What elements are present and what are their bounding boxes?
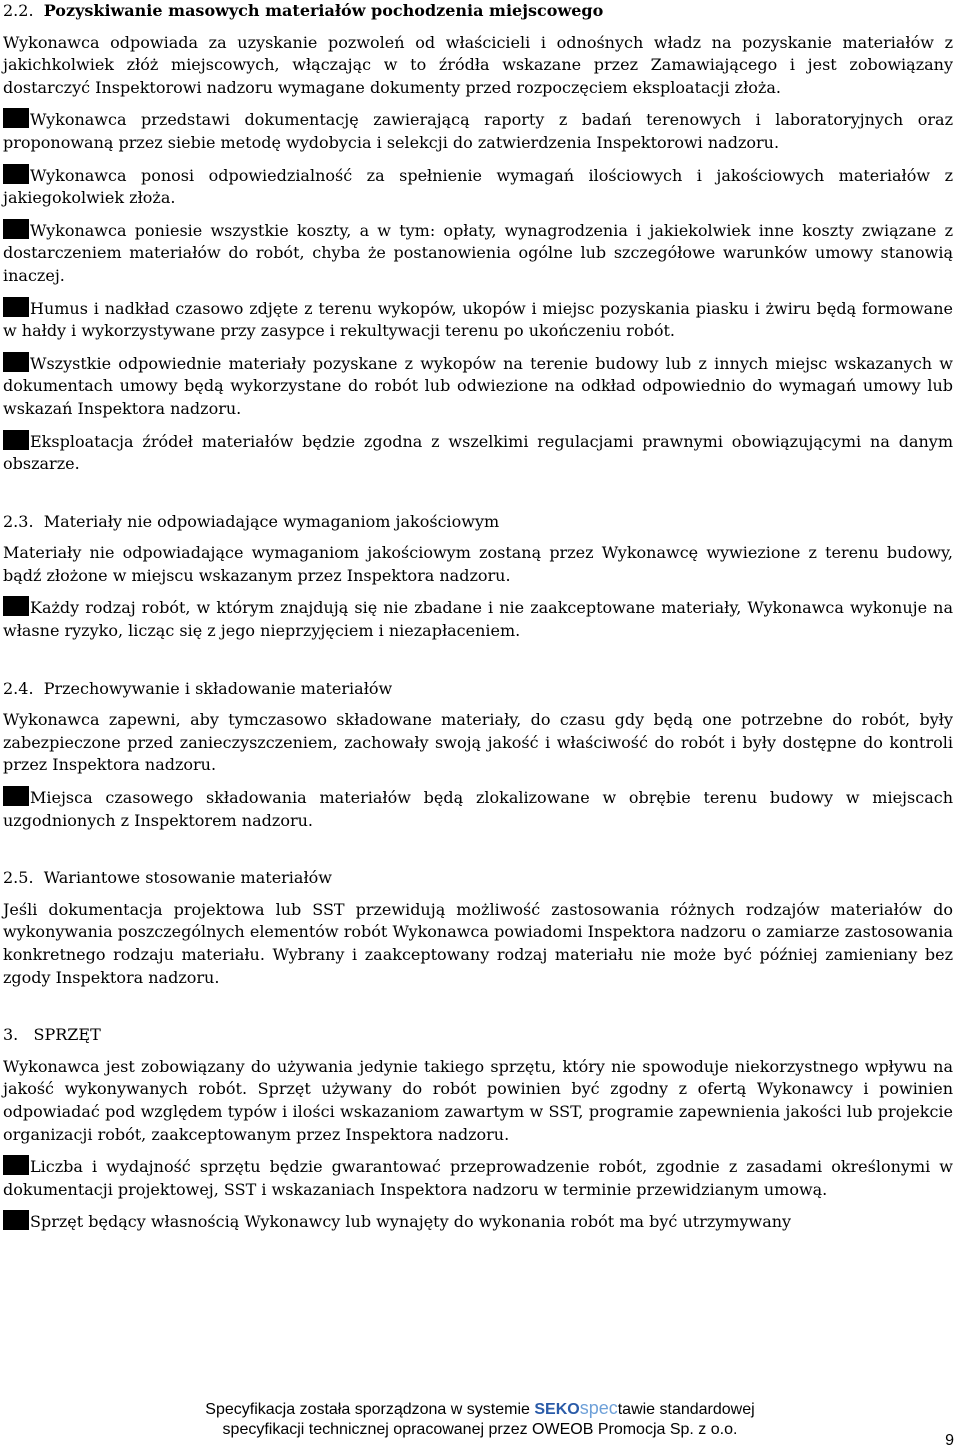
- section-2-3-heading: 2.3. Materiały nie odpowiadające wymaganiom jakościowym: [3, 511, 500, 531]
- paragraph: Wykonawca przedstawi dokumentację zawierającą raporty z badań terenowych i laboratoryjnych oraz proponowaną przez siebie metodę wydobycia i selekcji do zatwierdzenia Inspektorowi nadzoru.: [3, 110, 953, 152]
- paragraph: Wszystkie odpowiednie materiały pozyskane z wykopów na terenie budowy lub z innych miejsc wskazanych w dokumentach umowy będą wykorzystane do robót lub odwiezione na odkład odpowiednio do wymagań umowy lub wskazań Inspektora nadzoru.: [3, 353, 953, 418]
- spec-logo: spec: [579, 1398, 618, 1418]
- bullet-marker: [3, 430, 29, 450]
- section-2-2-heading: 2.2. Pozyskiwanie masowych materiałów pochodzenia miejscowego: [3, 1, 604, 20]
- bullet-marker: [3, 786, 29, 806]
- paragraph: Wykonawca odpowiada za uzyskanie pozwoleń od właścicieli i odnośnych władz na pozyskanie materiałów z jakichkolwiek złóż miejscowych, włączając w to źródła wskazane przez Zamawiającego i jest zobowiązany dostarczyć Inspektorowi nadzoru wymagane dokumenty przed rozpoczęciem eksploatacji złoża.: [3, 32, 953, 97]
- paragraph: Humus i nadkład czasowo zdjęte z terenu wykopów, ukopów i miejsc pozyskania piasku i żwiru będą formowane w hałdy i wykorzystywane przy zasypce i rekultywacji terenu po ukończeniu robót.: [3, 298, 953, 341]
- page-footer: [0, 1398, 960, 1440]
- paragraph: Materiały nie odpowiadające wymaganiom jakościowym zostaną przez Wykonawcę wywiezione z terenu budowy, bądź złożone w miejscu wskazanym przez Inspektora nadzoru.: [3, 543, 953, 585]
- paragraph: Sprzęt będący własnością Wykonawcy lub wynajęty do wykonania robót ma być utrzymywany: [3, 1210, 953, 1234]
- paragraph: Wykonawca jest zobowiązany do używania jedynie takiego sprzętu, który nie spowoduje niekorzystnego wpływu na jakość wykonywanych robót. Sprzęt używany do robót powinien być zgodny z ofertą Wykonawcy i powinien odpowiadać pod względem typów i ilości wskazaniom zawartym w SST, programie zapewnienia jakości lub projekcie organizacji robót, zaakceptowanym przez Inspektora nadzoru.: [3, 1056, 953, 1144]
- paragraph: Wykonawca zapewni, aby tymczasowo składowane materiały, do czasu gdy będą one potrzebne do robót, były zabezpieczone przed zanieczyszczeniem, zachowały swoją jakość i właściwość do robót i były dostępne do kontroli przez Inspektora nadzoru.: [3, 710, 953, 775]
- bullet-marker: [3, 1155, 29, 1175]
- paragraph: Każdy rodzaj robót, w którym znajdują się nie zbadane i nie zaakceptowane materiały, Wykonawca wykonuje na własne ryzyko, licząc się z jego nieprzyjęciem i niezapłaceniem.: [3, 598, 953, 641]
- bullet-marker: [3, 596, 29, 616]
- seko-logo: SEKO: [534, 1401, 580, 1418]
- bullet-marker: [3, 108, 29, 128]
- bullet-marker: [3, 297, 29, 317]
- footer-line-1: Specyfikacja została sporządzona w systemie SEKOspectawie standardowej: [205, 1398, 755, 1418]
- paragraph: Liczba i wydajność sprzętu będzie gwarantować przeprowadzenie robót, zgodnie z zasadami określonymi w dokumentacji projektowej, SST i wskazaniach Inspektora nadzoru w terminie przewidzianym umową.: [3, 1157, 953, 1199]
- bullet-marker: [3, 352, 29, 372]
- section-2-4-heading: 2.4. Przechowywanie i składowanie materiałów: [3, 678, 393, 698]
- footer-line-2: specyfikacji technicznej opracowanej przez OWEOB Promocja Sp. z o.o.: [222, 1421, 738, 1438]
- document-page: [3, 0, 953, 1234]
- paragraph: Eksploatacja źródeł materiałów będzie zgodna z wszelkimi regulacjami prawnymi obowiązującymi na danym obszarze.: [3, 431, 953, 474]
- paragraph: Miejsca czasowego składowania materiałów będą zlokalizowane w obrębie terenu budowy w miejscach uzgodnionych z Inspektorem nadzoru.: [3, 788, 953, 830]
- section-2-5-heading: 2.5. Wariantowe stosowanie materiałów: [3, 868, 332, 888]
- bullet-marker: [3, 164, 29, 184]
- bullet-marker: [3, 219, 29, 239]
- paragraph: Wykonawca ponosi odpowiedzialność za spełnienie wymagań ilościowych i jakościowych materiałów z jakiegokolwiek złoża.: [3, 165, 953, 208]
- section-3-heading: 3. SPRZĘT: [3, 1025, 101, 1045]
- bullet-marker: [3, 1210, 29, 1230]
- page-number: 9: [945, 1432, 954, 1449]
- paragraph: Jeśli dokumentacja projektowa lub SST przewidują możliwość zastosowania różnych rodzajów materiałów do wykonywania poszczególnych elementów robót Wykonawca powiadomi Inspektora nadzoru o zamiarze zastosowania konkretnego rodzaju materiału. Wybrany i zaakceptowany rodzaj materiału nie może być później zamieniany bez zgody Inspektora nadzoru.: [3, 899, 953, 987]
- paragraph: Wykonawca poniesie wszystkie koszty, a w tym: opłaty, wynagrodzenia i jakiekolwiek inne koszty związane z dostarczeniem materiałów do robót, chyba że postanowienia ogólne lub szczegółowe warunków umowy stanowią inaczej.: [3, 220, 953, 285]
